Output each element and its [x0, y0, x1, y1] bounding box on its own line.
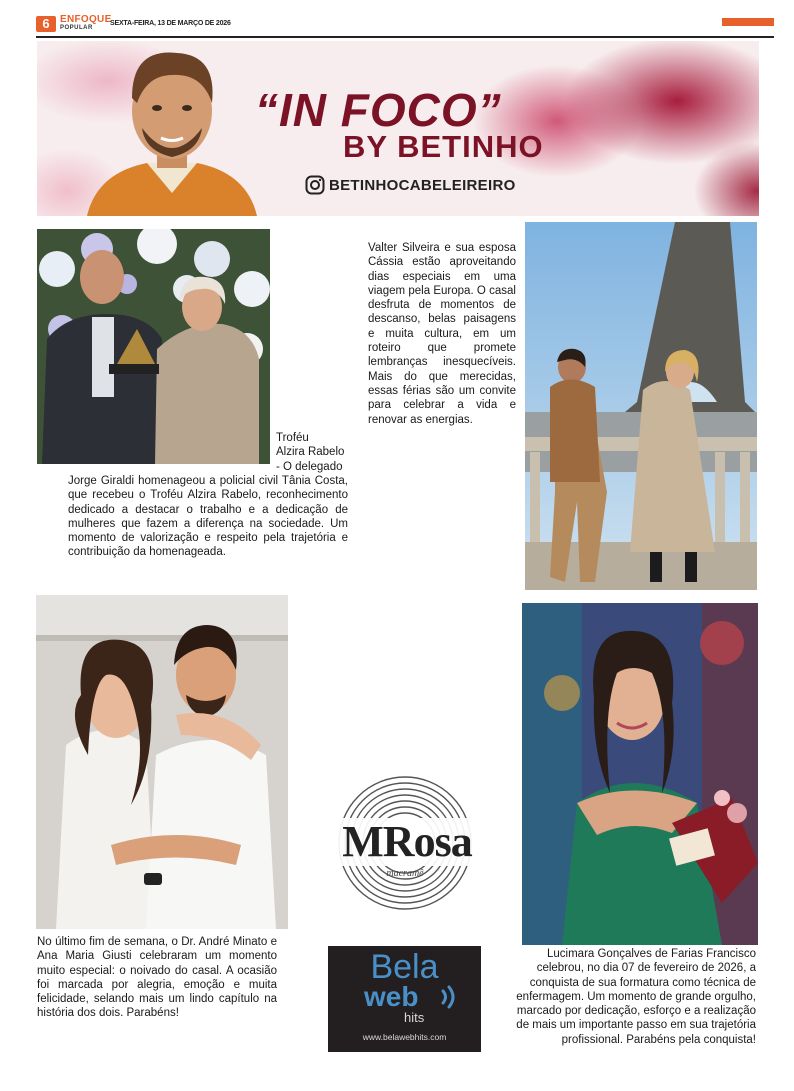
photo-eiffel-tower-couple: [525, 222, 757, 590]
issue-date: SEXTA-FEIRA, 13 DE MARÇO DE 2026: [110, 20, 231, 27]
instagram-handle: BETINHOCABELEIREIRO: [329, 176, 516, 194]
mrosa-brand-name: MRosa: [335, 818, 479, 866]
ad-bela-web-hits[interactable]: [328, 946, 481, 1052]
broadcast-waves-icon: [440, 984, 460, 1010]
page-number: 6: [36, 16, 56, 32]
header-accent-bar: [722, 18, 774, 26]
brand-subtitle: POPULAR: [60, 25, 93, 31]
story-trophy-heading: [276, 431, 347, 474]
story-trophy-body: Jorge Giraldi homenageou a policial civil Tânia Costa, que recebeu o Troféu Alzira Rabelo, reconhecimento dedicado a destacar o trabalho e a dedicação de mulheres que fazem a diferença na sociedade. Um momento de valorização e respeito pela trajetória e contribuição da homenageada.: [68, 475, 348, 559]
column-banner: [37, 41, 759, 216]
column-title: “IN FOCO”: [255, 84, 502, 136]
story-europe-trip-body: Valter Silveira e sua esposa Cássia estão aproveitando dias especiais em uma viagem pela Europa. O casal desfruta de momentos de descanso, belas paisagens e muita cultura, em um roteiro que promete lembranças inesquecíveis. Mais do que merecidas, essas férias são um convite para celebrar a vida e renovar as energias.: [368, 242, 516, 426]
column-byline: BY BETINHO: [343, 129, 544, 164]
page-header: [36, 14, 774, 38]
story-engagement-body: No último fim de semana, o Dr. André Minato e Ana Maria Giusti celebraram um momento muito especial: o noivado do casal. A ocasião foi marcada por alegria, emoção e muita felicidade, selando mais um lindo capítulo na história dos dois. Parabéns!: [37, 936, 277, 1020]
brand-name: ENFOQUE: [60, 14, 112, 25]
instagram-icon: [305, 175, 325, 195]
bela-brand-line3: hits: [404, 1010, 425, 1025]
mrosa-tagline: macramê: [386, 868, 424, 879]
instagram-handle-link[interactable]: [305, 175, 516, 195]
photo-trophy-award: [37, 229, 270, 464]
ad-mrosa-macrame[interactable]: [327, 773, 483, 913]
photo-engagement-couple: [36, 595, 288, 929]
bela-website-url[interactable]: www.belawebhits.com: [362, 1032, 447, 1042]
photo-graduation-woman: [522, 603, 758, 945]
story-trophy-title: Troféu: [276, 432, 309, 444]
story-graduation-body: Lucimara Gonçalves de Farias Francisco celebrou, no dia 07 de fevereiro de 2026, a conquista de sua formatura como técnica de enfermagem. Um momento de grande orgulho, marcado por dedicação, esforço e a realização de mais um importante passo em sua trajetória profissional. Parabéns pela conquista!: [516, 948, 756, 1046]
bela-brand-line2: web: [364, 981, 419, 1012]
columnist-portrait: [77, 43, 267, 216]
newspaper-brand: [60, 14, 112, 31]
story-trophy-lead: Alzira Rabelo - O delegado: [276, 446, 345, 473]
bela-brand-line1: Bela: [370, 948, 439, 986]
